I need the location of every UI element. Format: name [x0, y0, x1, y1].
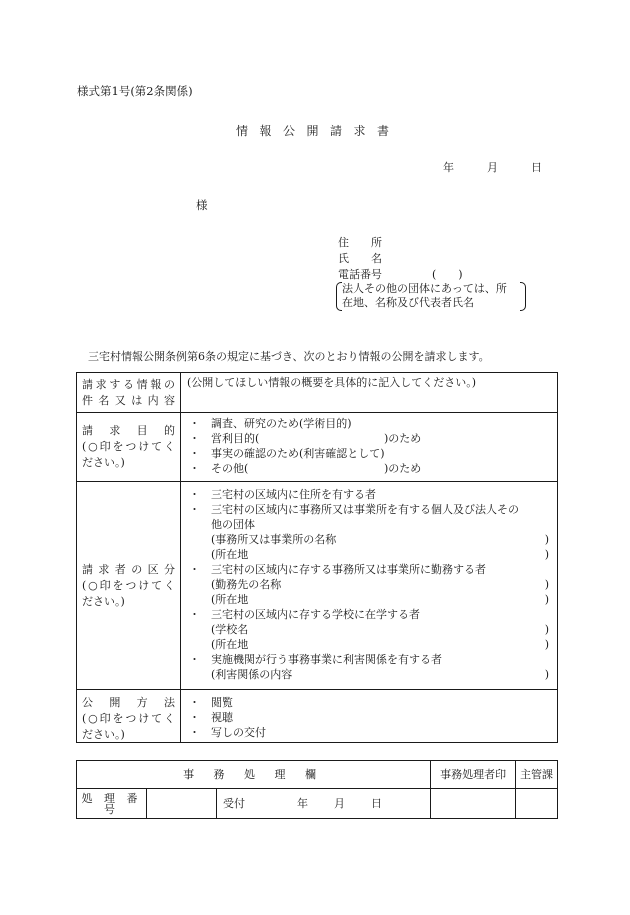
label-method-2: (○印をつけてく — [82, 712, 175, 725]
purpose-item[interactable]: ・ その他( )のため — [189, 462, 422, 475]
label-purpose-3: ださい。) — [82, 456, 125, 469]
office-body-row — [77, 789, 558, 819]
date-year: 年 — [443, 161, 454, 174]
method-item[interactable]: ・ 閲覧 — [189, 696, 233, 709]
label-method-3: ださい。) — [82, 728, 125, 741]
row-method — [77, 690, 558, 743]
label-category-2: (○印をつけてく — [82, 579, 175, 592]
phone-paren: ( ) — [432, 268, 463, 281]
row-info — [77, 373, 558, 413]
office-seal-field[interactable] — [431, 789, 516, 819]
requester-address-label: 住 所 — [338, 236, 382, 249]
office-header-row — [77, 761, 558, 789]
date-month: 月 — [487, 161, 498, 174]
office-table — [76, 760, 558, 819]
processing-number-label: 処 理 番 号 — [77, 789, 147, 819]
date-line — [443, 162, 542, 173]
label-purpose-1: 請 求 目 的 — [82, 424, 175, 437]
intro-text: 三宅村情報公開条例第6条の規定に基づき、次のとおり情報の公開を請求します。 — [88, 350, 490, 363]
label-category-3: ださい。) — [82, 595, 125, 608]
request-table — [76, 372, 558, 743]
purpose-item[interactable]: ・ 営利目的( )のため — [189, 432, 422, 445]
requester-block — [338, 235, 463, 283]
info-content-field[interactable]: (公開してほしい情報の概要を具体的に記入してください。) — [181, 373, 558, 413]
label-method-1: 公 開 方 法 — [82, 696, 175, 709]
date-day: 日 — [531, 161, 542, 174]
row-purpose — [77, 413, 558, 482]
method-item[interactable]: ・ 視聴 — [189, 711, 233, 724]
office-section-field[interactable] — [516, 789, 558, 819]
processing-number-field[interactable] — [147, 789, 217, 819]
method-item[interactable]: ・ 写しの交付 — [189, 726, 266, 739]
office-title: 事 務 処 理 欄 — [77, 761, 431, 789]
addressee: 様 — [196, 198, 208, 212]
row-category: 請 求 者 の 区 分 (○印をつけてく ださい。) ・ 三宅村の区域内に住所を有する者 ・ 三宅村の区域内に事務所又は事業所を有する個人及び法人その 他の団体 (事務所又は事業所の名称 ) (所在地 ) ・ 三宅村の区域内に存する事務所又は事業所に勤務する者 (勤務先の名称 ) (所在地 ) ・ 三宅村の区域内に存する学校に在学する者 (学校名 ) (所在地 ) ・ 実施機関が行う事務事業に利害関係を有する者 (利害関係の内容 ) — [77, 482, 558, 690]
form-number: 様式第1号(第2条関係) — [77, 84, 193, 98]
requester-name-label: 氏 名 — [338, 252, 382, 265]
corp-note: 法人その他の団体にあっては、所 在地、名称及び代表者氏名 — [336, 282, 526, 310]
category-item[interactable]: ・ 三宅村の区域内に事務所又は事業所を有する個人及び法人その — [189, 503, 519, 516]
label-info-2: 件 名 又 は 内 容 — [82, 394, 175, 407]
label-purpose-2: (○印をつけてく — [82, 440, 175, 453]
office-seal-label: 事務処理者印 — [431, 761, 516, 789]
requester-phone-label: 電話番号 ( ) — [338, 268, 463, 281]
label-info-1: 請求する情報の — [82, 378, 175, 391]
page-title: 情報公開請求書 — [236, 124, 401, 138]
office-section-label: 主管課 — [516, 761, 558, 789]
category-item[interactable]: ・ 三宅村の区域内に存する事務所又は事業所に勤務する者 — [189, 563, 486, 576]
category-item[interactable]: ・ 三宅村の区域内に存する学校に在学する者 — [189, 608, 420, 621]
purpose-item[interactable]: ・ 事実の確認のため(利害確認として) — [189, 447, 385, 460]
category-item[interactable]: ・ 実施機関が行う事務事業に利害関係を有する者 — [189, 653, 442, 666]
label-category-1: 請 求 者 の 区 分 — [82, 563, 175, 576]
received-date[interactable]: 受付 年 月 日 — [217, 789, 431, 819]
purpose-item[interactable]: ・ 調査、研究のため(学術目的) — [189, 417, 352, 430]
category-item[interactable]: ・ 三宅村の区域内に住所を有する者 — [189, 488, 376, 501]
